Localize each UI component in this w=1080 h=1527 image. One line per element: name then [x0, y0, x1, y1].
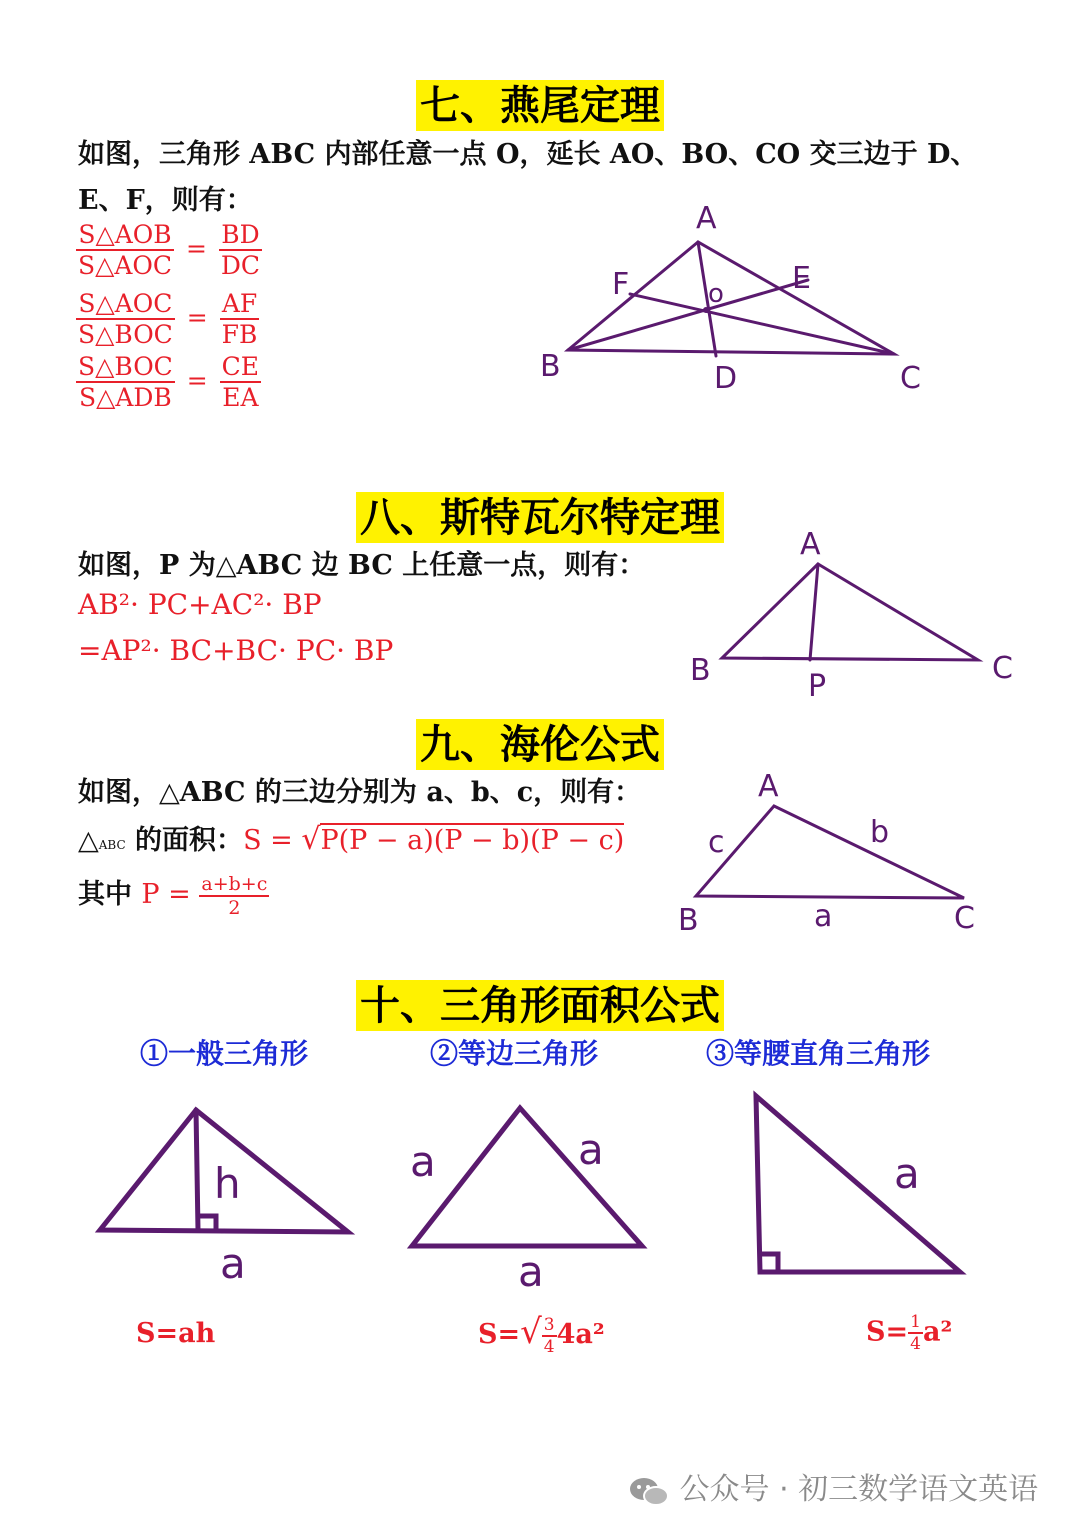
label-C: C — [954, 901, 975, 936]
isosceles-right-triangle-figure — [720, 1080, 990, 1300]
label-F: F — [612, 267, 630, 302]
label-B: B — [690, 653, 711, 688]
label-a: a — [814, 899, 833, 934]
label-C: C — [992, 651, 1013, 686]
general-triangle-figure — [60, 1080, 370, 1300]
footer-watermark: 公众号 · 初三数学语文英语 — [628, 1464, 1038, 1508]
stewart-line1: AB²· PC+AC²· BP — [78, 588, 322, 621]
heron-figure — [670, 760, 1000, 950]
subtitle-general-triangle: ①一般三角形 — [140, 1037, 309, 1070]
label-a: a — [894, 1149, 920, 1198]
subtitle-equilateral-triangle: ②等边三角形 — [430, 1037, 599, 1070]
label-O: o — [708, 279, 724, 309]
label-B: B — [540, 349, 561, 384]
heron-p-line: 其中 P = $\frac{a+b+c}{2}$ — [78, 872, 268, 919]
label-D: D — [714, 361, 738, 396]
label-C: C — [900, 361, 921, 396]
formula-equilateral: S=√ $\frac{3}{4}$ 4a² — [478, 1312, 605, 1357]
label-a-right: a — [578, 1125, 604, 1174]
stewart-figure — [680, 520, 1040, 710]
label-a: a — [220, 1239, 246, 1288]
label-A: A — [758, 769, 779, 804]
wechat-icon — [628, 1474, 670, 1508]
formula-isosceles-right: S= $\frac{1}{4}$ a² — [866, 1312, 953, 1354]
heron-area-line: △ABC 的面积：S = √P(P − a)(P − b)(P − c) — [78, 822, 625, 857]
label-a-left: a — [410, 1137, 436, 1186]
formula-general: S=ah — [136, 1318, 216, 1349]
ratio-equation-1: $\frac{\text{S△AOB}}{\text{S△AOC}}$ = $\frac{BD}{DC}$ — [78, 220, 261, 280]
ratio-equation-2: $\frac{\text{S△AOC}}{\text{S△BOC}}$ = $\frac{AF}{FB}$ — [78, 289, 258, 349]
label-a-bottom: a — [518, 1247, 544, 1296]
section9-title: 九、海伦公式 — [0, 713, 1080, 770]
label-h: h — [214, 1159, 241, 1208]
label-P: P — [808, 669, 827, 704]
section8-title: 八、斯特瓦尔特定理 — [0, 486, 1080, 543]
ratio-equation-3: $\frac{\text{S△BOC}}{\text{S△ADB}}$ = $\frac{CE}{EA}$ — [78, 352, 260, 412]
label-A: A — [800, 527, 821, 562]
label-E: E — [792, 261, 811, 296]
section9-desc: 如图，△ABC 的三边分别为 a、b、c，则有： — [78, 777, 642, 808]
section7-desc-line2: E、F，则有： — [78, 185, 253, 216]
equilateral-triangle-figure — [390, 1080, 680, 1300]
section8-desc: 如图，P 为△ABC 边 BC 上任意一点，则有： — [78, 550, 646, 581]
section7-title: 七、燕尾定理 — [0, 74, 1080, 131]
section10-title: 十、三角形面积公式 — [0, 974, 1080, 1031]
label-c: c — [708, 825, 725, 860]
stewart-line2: =AP²· BC+BC· PC· BP — [78, 634, 394, 667]
subtitle-isosceles-right-triangle: ③等腰直角三角形 — [706, 1037, 931, 1070]
section7-desc-line1: 如图，三角形 ABC 内部任意一点 O，延长 AO、BO、CO 交三边于 D、 — [78, 139, 978, 170]
label-b: b — [870, 815, 890, 850]
swallowtail-figure — [520, 190, 940, 410]
label-A: A — [696, 201, 717, 236]
label-B: B — [678, 903, 699, 938]
